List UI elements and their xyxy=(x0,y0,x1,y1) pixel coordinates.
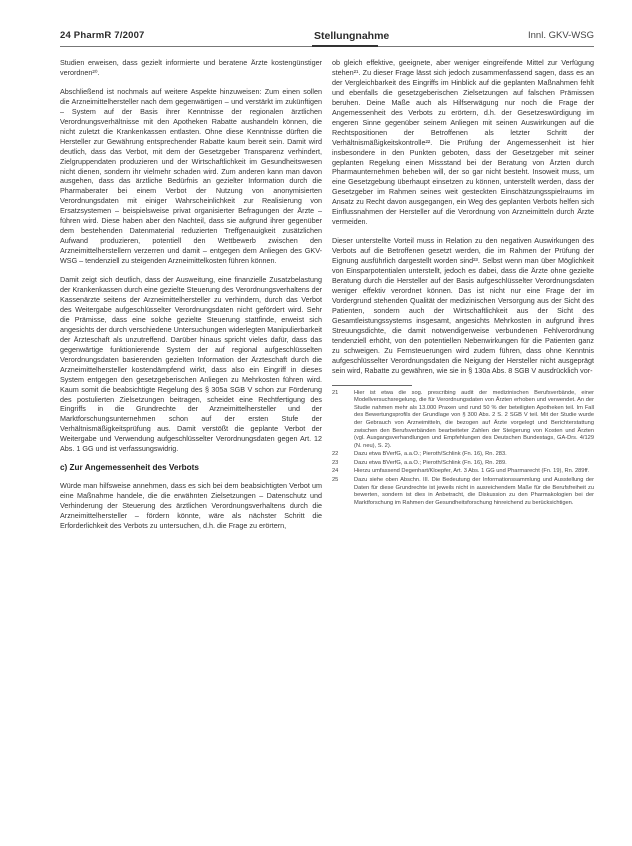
footnote-number: 23 xyxy=(332,459,339,466)
footnote-number: 22 xyxy=(332,451,339,458)
footnote-text: Dazu siehe oben Abschn. III. Die Bedeutung der Informationssammlung und Ausstellung der Daten für diese Grundrechte ist jeweils nicht in ausreichendem Maße für die Berufsfreiheit zu bewerten, sondern ist dies in Anbetracht, die Diskussion zu den Pharmakologien bei der Marktforschung im Rahmen der Gesundheitsforschung hinreichend zu berücksichtigen. xyxy=(354,477,594,506)
header-section-title: Stellungnahme xyxy=(314,30,390,42)
footnote-number: 24 xyxy=(332,468,339,475)
paragraph: Dieser unterstellte Vorteil muss in Relation zu den negativen Auswirkungen des Verbots auf die Betroffenen gesetzt werden, die im Rahmen der Prüfung der Eignung ausführlich dargestellt worden sind²³. Selbst wenn man über Möglichkeit von Einsparpotentialen unterstellt, jedoch es dabei, dass die Ärzte ohne gezielte Beratung durch die Hersteller auf der Basis aufgeschlüsselter Verordnungsdaten weniger effektiv verordnet können. Das ist nicht nur eine Frage der im Vordergrund stehenden Qualität der medizinischen Versorgung aus der Sicht des Patienten, sondern auch der Wirtschaftlichkeit aus der Sicht des Gesamtleistungssystems insgesamt, angesichts Mehrkosten in aufgrund ihres Streuungsdichte, die damit notwendigerweise verbundenen Fehlverordnung tendenziell erhöht, von den potentiellen Nebenwirkungen für die Patienten ganz zu schweigen. Zu Fernsteuerungen wird zudem führen, dass ohne Kenntnis aufgeschlüsselter Verordnungsdaten die Neigung der Hersteller nicht ausgeprägt sein wird, Rabatte zu gewähren, wie sie in § 130a Abs. 8 SGB V ausdrücklich vor- xyxy=(332,236,594,375)
footnote-separator xyxy=(332,385,412,386)
footnote xyxy=(332,477,594,507)
paragraph: Studien erweisen, dass gezielt informierte und beratene Ärzte kostengünstiger verordnen²⁰. xyxy=(60,58,322,77)
footnote xyxy=(332,451,594,459)
paragraph: Abschließend ist nochmals auf weitere Aspekte hinzuweisen: Zum einen sollen die Arzneimittelhersteller nach dem gegenwärtigen – und verstärkt im zukünftigen – System auf der Basis ihrer Kenntnisse der regionalen ärztlichen Verordnungsverhältnisse mit den Apotheken Rabatte aushandeln können, die nicht zuletzt die Krankenkassen entlasten. Ohne diese Kenntnisse dürften die Hersteller zur Gewährung entsprechender Rabatte kaum bereit sein. Damit wird deutlich, dass das Verbot, mit dem der Gesetzgeber Transparenz verhindert, Zielgruppendaten produzieren und der Wirtschaftlichkeit im Gesundheitswesen nicht dienen, sondern ihr vielmehr schaden wird. Zum anderen kann man davon ausgehen, dass das ärztliche Bedürfnis an gezielter Information durch die Pharmaberater bei einem Verbot der Nutzung von anonymisierten Verordnungsdaten mit einiger Wahrscheinlichkeit zur Realisierung von Ersatzsystemen – beispielsweise privat organisierter Befragungen der Ärzte – führen wird. Diese haben aber den Nachteil, dass sie aufgrund ihrer gegenüber dem bestehenden Datenmaterial reduzierten Treffgenauigkeit zusätzlichen Aufwand produzieren, potentiell den Wettbewerb zwischen den Arzneimittelherstellern verzerren und damit – entgegen dem Anliegen des GKV-WSG – tendenziell zu steigenden Arzneimittelkosten führen können. xyxy=(60,86,322,266)
footnote-text: Dazu etwa BVerfG, a.a.O.; Pieroth/Schlink (Fn. 16), Rn. 283. xyxy=(354,451,507,458)
footnote-text: Dazu etwa BVerfG, a.a.O.; Pieroth/Schlink (Fn. 16), Rn. 289. xyxy=(354,459,507,466)
footnote xyxy=(332,390,594,451)
footnote-text: Hier ist etwa die sog. prescribing audit der medizinischen Berufsverbände, einer Modellversuchsregelung, die für Verordnungsdaten von Ärzten erhoben und verwendet. An der Studie nahmen mehr als 13.000 Praxen und rund 50 % der beteiligten Apotheken teil. Im Fall des Bewertungsprofils der Grundlage von § 300 Abs. 2 S. 2 SGB V teil. Mit der Studie wurde der Gebrauch von Arzneimitteln, die bezogen auf Ärzte vorgelegt und Berichterstattung zwischen den Berufsverbänden bearbeiteter Zahlen der Steigerung von Kosten und Ärzten (vgl. Ausgangsverhandlungen und Empfehlungen des Deutschen Bundestags, GA-Drs. 4/129 (N. neu), S. 2). xyxy=(354,389,594,449)
right-column xyxy=(332,58,594,508)
header-page-and-journal: 24 PharmR 7/2007 xyxy=(60,30,145,41)
running-header xyxy=(60,30,594,46)
footnote xyxy=(332,460,594,468)
section-heading: c) Zur Angemessenheit des Verbots xyxy=(60,463,199,473)
left-column xyxy=(60,58,322,540)
footnote xyxy=(332,468,594,476)
footnotes xyxy=(332,390,594,508)
footnote-text: Hierzu umfassend Degenhart/Kloepfer, Art. 3 Abs. 1 GG und Pharmarecht (Fn. 19), Rn. 289ff. xyxy=(354,468,590,475)
paragraph: Damit zeigt sich deutlich, dass der Ausweitung, eine finanzielle Zusatzbelastung der Krankenkassen durch eine gezielte Steuerung des Verordnungsverhaltens der Kassenärzte seitens der Arzneimittelhersteller zu verhindern, durch das Verbot des Weitergabe aufgeschlüsselter Verordnungsdaten nicht gefördert wird. Sehr die Prämisse, dass eine solche gezielte Steuerung stattfinde, erweist sich angesichts der durch verschiedene Untersuchungen widerlegten Manipulierbarkeit der Ärzteschaft als unzutreffend. Darüber hinaus spricht vieles dafür, dass das gegenwärtige funktionierende System der auf regional aufgeschlüsselten Verordnungsdaten basierenden gezielten Information der Ärzteschaft durch die Arzneimittelhersteller kostendämpfend wirkt, dass also ein Eingriff in dieses System entgegen den gesetzgeberischen Anliegen zu Mehrkosten führen wird. Kaum somit die beabsichtigte Regelung des § 305a SGB V schon zur Förderung des postulierten Zielsetzungen beitragen, scheidet eine Rechtfertigung des Eingriffs in die Grundrechte der Arzneimittelhersteller und der Marktforschungsunternehmen schon auf der ersten Stufe der Verhältnismäßigkeitsprüfung aus. Damit verstößt die geplante Verbot der Weitergabe und Verwendung aufgeschlüsselter Verordnungsdaten gegen Art. 12 Abs. 1 GG und ist verfassungswidrig. xyxy=(60,275,322,454)
footnote-number: 25 xyxy=(332,477,339,484)
paragraph: ob gleich effektive, geeignete, aber weniger eingreifende Mittel zur Verfügung stehen²¹. Zu dieser Frage lässt sich jedoch zusammenfassend sagen, dass es an der Vergleichbarkeit des Eingriffs im Hinblick auf die geplanten Maßnahmen fehlt und ebenfalls die gesetzgeberischen Zielsetzungen auf falschen Prämissen beruhen. Deine Maße auch als Hilfserwägung nur noch die Frage der Angemessenheit des Verbots zu erörtern, d.h. der Gesetzeswürdigung im engeren Sinne gegenüber seinem Anliegen mit seinen Auswirkungen auf die Rechtspositionen der Betroffenen als letzter Schritt der Verhältnismäßigkeitskontrolle²². Die Prüfung der Angemessenheit ist hier insbesondere in den Punkten geboten, dass der Gesetzgeber mit seiner geplanten Regelung einen Missstand bei der Beratung von Ärzten durch Pharmaunternehmen beheben will, der so gar nicht besteht. Insoweit muss, um eine Gesetzgebung überhaupt einsetzen zu können, unterstellt werden, dass der Gesetzgeber im Rahmen seines weit gesteckten Einschätzungsspielraums im Ansatz zu Recht davon ausgegangen, ein Weg des geplanten Verbots helfen sich Einflussnahmen der Hersteller auf die Verordnung von Arzneimitteln durch Ärzte vermeiden. xyxy=(332,58,594,227)
footnote-number: 21 xyxy=(332,389,339,396)
header-section-underline xyxy=(312,45,378,47)
header-topic: Innl. GKV-WSG xyxy=(528,30,594,41)
paragraph: Würde man hilfsweise annehmen, dass es sich bei dem beabsichtigten Verbot um eine Maßnahme handele, die die erwähnten Zielsetzungen – Datenschutz und Verhinderung der Steuerung des ärztlichen Verordnungsverhaltens durch die Arzneimittelhersteller – fördern könnte, wäre als nächster Schritt die Erforderlichkeit des Verbots zu untersuchen, d.h. die Frage zu erörtern, xyxy=(60,481,322,530)
